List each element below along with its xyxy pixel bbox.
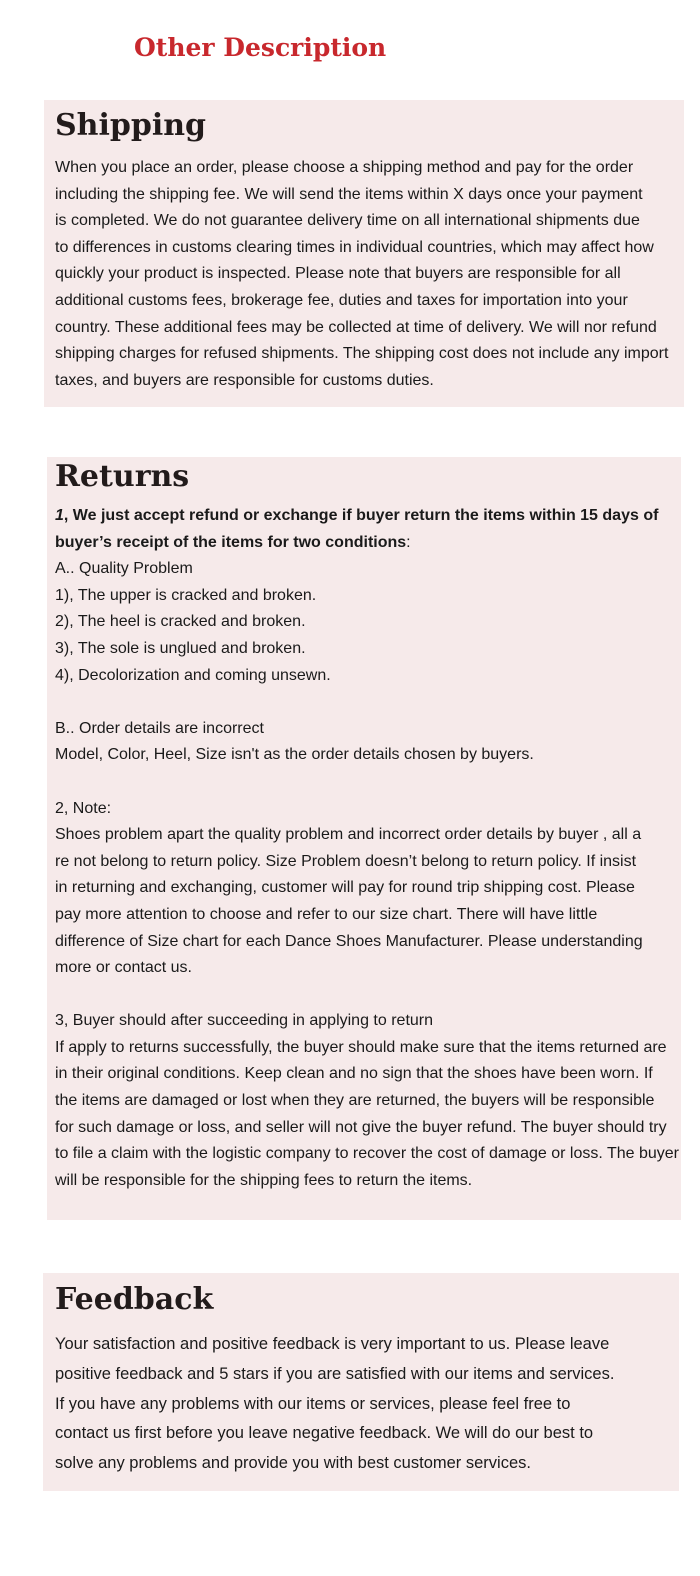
quality-problem-item: 4), Decolorization and coming unsewn. [55, 666, 331, 684]
condition-number: 1 [55, 507, 64, 524]
shipping-text [55, 155, 684, 394]
spacer [55, 982, 681, 1009]
buyer-return-line: the items are damaged or lost when they are returned, the buyers will be responsible [55, 1092, 655, 1110]
quality-problem-item: 3), The sole is unglued and broken. [55, 639, 306, 657]
note-heading: 2, Note: [55, 799, 112, 817]
feedback-line: solve any problems and provide you with best customer services. [55, 1454, 531, 1473]
condition-text: buyer’s receipt of the items for two conditions [55, 533, 407, 551]
shipping-line: shipping charges for refused shipments. The shipping cost does not include any import [55, 345, 669, 363]
shipping-line: including the shipping fee. We will send the items within X days once your payment [55, 185, 643, 203]
returns-condition-line [55, 530, 681, 557]
buyer-return-line: for such damage or loss, and seller will not give the buyer refund. The buyer should try [55, 1118, 667, 1136]
shipping-section [44, 100, 684, 407]
quality-problem-item: 1), The upper is cracked and broken. [55, 586, 317, 604]
shipping-line: to differences in customs clearing times in individual countries, which may affect how [55, 238, 654, 256]
buyer-return-line: will be responsible for the shipping fees to return the items. [55, 1171, 473, 1189]
buyer-return-line: If apply to returns successfully, the buyer should make sure that the items returned are [55, 1038, 667, 1056]
note-line: difference of Size chart for each Dance Shoes Manufacturer. Please understanding [55, 932, 643, 950]
buyer-return-line: in their original conditions. Keep clean and no sign that the shoes have been worn. If [55, 1065, 653, 1083]
spacer [55, 769, 681, 796]
order-details-text: Model, Color, Heel, Size isn't as the order details chosen by buyers. [55, 746, 534, 764]
returns-section [47, 457, 681, 1220]
shipping-line: When you place an order, please choose a shipping method and pay for the order [55, 159, 634, 176]
feedback-text [55, 1330, 679, 1479]
note-line: Shoes problem apart the quality problem and incorrect order details by buyer , all a [55, 826, 642, 844]
shipping-heading: Shipping [55, 108, 207, 143]
order-details-heading: B.. Order details are incorrect [55, 719, 264, 737]
page-title: Other Description [134, 33, 387, 62]
returns-text [55, 503, 681, 1194]
returns-heading: Returns [55, 459, 190, 494]
condition-colon: : [406, 533, 411, 551]
feedback-line: positive feedback and 5 stars if you are satisfied with our items and services. [55, 1364, 615, 1383]
feedback-section [43, 1273, 679, 1491]
note-line: more or contact us. [55, 959, 192, 977]
quality-problem-item: 2), The heel is cracked and broken. [55, 613, 306, 631]
spacer [55, 689, 681, 716]
quality-problem-heading: A.. Quality Problem [55, 560, 193, 578]
buyer-return-heading: 3, Buyer should after succeeding in applying to return [55, 1012, 434, 1030]
feedback-line: Your satisfaction and positive feedback is very important to us. Please leave [55, 1335, 610, 1353]
returns-condition-line [55, 503, 681, 530]
buyer-return-line: to file a claim with the logistic company to recover the cost of damage or loss. The buyer [55, 1145, 679, 1163]
feedback-line: contact us first before you leave negative feedback. We will do our best to [55, 1424, 594, 1443]
condition-text: , We just accept refund or exchange if buyer return the items within 15 days of [63, 507, 659, 524]
shipping-line: country. These additional fees may be collected at time of delivery. We will nor refund [55, 318, 657, 336]
note-line: pay more attention to choose and refer to our size chart. There will have little [55, 905, 598, 923]
shipping-line: quickly your product is inspected. Please note that buyers are responsible for all [55, 265, 621, 283]
note-line: in returning and exchanging, customer will pay for round trip shipping cost. Please [55, 879, 635, 897]
feedback-heading: Feedback [55, 1282, 214, 1317]
note-line: re not belong to return policy. Size Problem doesn’t belong to return policy. If insist [55, 852, 637, 870]
feedback-line: If you have any problems with our items or services, please feel free to [55, 1394, 571, 1413]
shipping-line: additional customs fees, brokerage fee, duties and taxes for importation into your [55, 291, 628, 309]
shipping-line: taxes, and buyers are responsible for customs duties. [55, 371, 434, 389]
shipping-line: is completed. We do not guarantee delivery time on all international shipments due [55, 212, 640, 230]
